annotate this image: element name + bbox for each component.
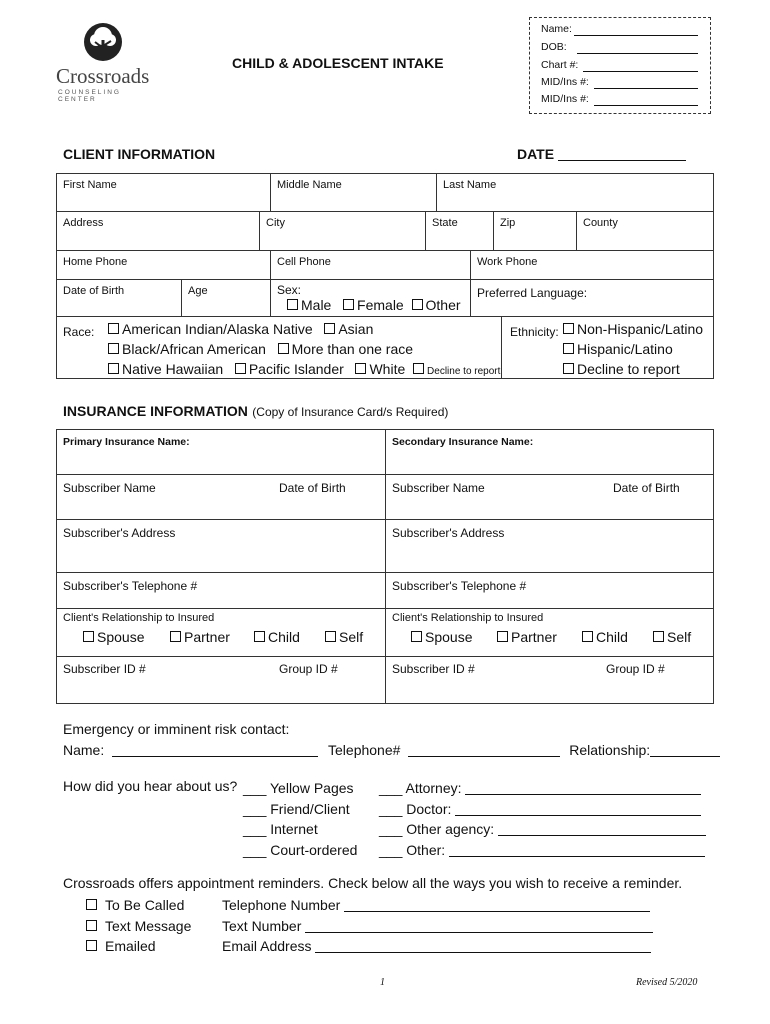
primary-group-id-label: Group ID # bbox=[279, 662, 338, 676]
insurance-table bbox=[56, 429, 714, 704]
secondary-subscriber-address-label: Subscriber's Address bbox=[392, 526, 505, 540]
county-label: County bbox=[583, 217, 618, 229]
logo bbox=[50, 22, 160, 102]
emergency-heading: Emergency or imminent risk contact: bbox=[63, 721, 290, 737]
last-name-field[interactable] bbox=[437, 174, 714, 212]
referral-other-line[interactable] bbox=[449, 856, 705, 857]
secondary-rel-self[interactable]: Self bbox=[653, 629, 691, 645]
primary-subscriber-address-label: Subscriber's Address bbox=[63, 526, 176, 540]
reminder-telephone-label: Telephone Number bbox=[222, 897, 341, 913]
checkbox-icon[interactable] bbox=[411, 631, 422, 642]
cell-phone-label: Cell Phone bbox=[277, 256, 331, 268]
id-mid1-label: MID/Ins #: bbox=[541, 76, 589, 88]
primary-subscriber-id-label: Subscriber ID # bbox=[63, 662, 146, 676]
address-field[interactable] bbox=[57, 212, 260, 251]
id-name-label: Name: bbox=[541, 23, 572, 35]
client-heading: CLIENT INFORMATION bbox=[63, 146, 216, 162]
race-field bbox=[57, 317, 502, 379]
primary-subscriber-address-field[interactable] bbox=[57, 520, 386, 573]
middle-name-field[interactable] bbox=[271, 174, 437, 212]
insurance-heading: INSURANCE INFORMATION bbox=[63, 403, 248, 419]
race-option-asian[interactable]: Asian bbox=[324, 321, 373, 337]
referral-doctor[interactable]: ___ Doctor: bbox=[379, 799, 706, 820]
secondary-subscriber-name-label: Subscriber Name bbox=[392, 481, 485, 495]
race-option-american-indian[interactable]: American Indian/Alaska Native bbox=[108, 321, 313, 337]
secondary-insurance-name-label: Secondary Insurance Name: bbox=[392, 436, 534, 448]
reminders-intro: Crossroads offers appointment reminders. Check below all the ways you wish to receive a reminder. bbox=[63, 875, 683, 891]
id-dob-label: DOB: bbox=[541, 41, 567, 53]
checkbox-icon[interactable] bbox=[324, 323, 335, 334]
sex-label: Sex: bbox=[277, 283, 302, 297]
sex-other-option[interactable]: Other bbox=[412, 297, 461, 313]
reminder-telephone-line[interactable] bbox=[344, 911, 650, 912]
work-phone-label: Work Phone bbox=[477, 256, 538, 268]
secondary-ids-field[interactable] bbox=[386, 657, 714, 704]
primary-subscriber-name-field[interactable] bbox=[57, 475, 386, 520]
checkbox-icon[interactable] bbox=[497, 631, 508, 642]
logo-subtitle: COUNSELING CENTER bbox=[58, 89, 121, 103]
secondary-relationship-label: Client's Relationship to Insured bbox=[392, 612, 544, 624]
id-chart-line[interactable] bbox=[583, 71, 698, 72]
home-phone-field[interactable] bbox=[57, 251, 271, 280]
checkbox-icon[interactable] bbox=[413, 363, 424, 374]
secondary-group-id-label: Group ID # bbox=[606, 662, 665, 676]
zip-label: Zip bbox=[500, 217, 516, 229]
date-line[interactable] bbox=[558, 160, 686, 161]
city-field[interactable] bbox=[260, 212, 426, 251]
first-name-field[interactable] bbox=[57, 174, 271, 212]
id-name-line[interactable] bbox=[574, 35, 698, 36]
emergency-relationship-line[interactable] bbox=[650, 756, 720, 757]
sex-male-option[interactable]: Male bbox=[287, 297, 331, 313]
checkbox-icon[interactable] bbox=[108, 343, 119, 354]
middle-name-label: Middle Name bbox=[277, 179, 342, 191]
id-mid2-label: MID/Ins #: bbox=[541, 93, 589, 105]
checkbox-icon[interactable] bbox=[170, 631, 181, 642]
client-table bbox=[56, 173, 714, 379]
county-field[interactable] bbox=[577, 212, 714, 251]
checkbox-icon[interactable] bbox=[108, 323, 119, 334]
dob-field[interactable] bbox=[57, 280, 182, 317]
reminder-text-option[interactable]: Text Message bbox=[86, 916, 191, 937]
city-label: City bbox=[266, 217, 285, 229]
sex-field bbox=[271, 280, 471, 317]
preferred-language-field[interactable] bbox=[471, 280, 714, 317]
secondary-subscriber-id-label: Subscriber ID # bbox=[392, 662, 475, 676]
emergency-telephone-line[interactable] bbox=[408, 756, 560, 757]
checkbox-icon[interactable] bbox=[563, 323, 574, 334]
checkbox-icon[interactable] bbox=[287, 299, 298, 310]
emergency-name-label: Name: bbox=[63, 742, 105, 758]
ethnicity-option-hispanic[interactable]: Hispanic/Latino bbox=[563, 341, 673, 357]
reminder-text-number-label: Text Number bbox=[222, 917, 302, 934]
checkbox-icon[interactable] bbox=[83, 631, 94, 642]
id-box bbox=[529, 17, 711, 114]
zip-field[interactable] bbox=[494, 212, 577, 251]
race-option-decline[interactable]: Decline to report bbox=[413, 361, 500, 377]
checkbox-icon[interactable] bbox=[563, 343, 574, 354]
primary-ids-field[interactable] bbox=[57, 657, 386, 704]
checkbox-icon[interactable] bbox=[582, 631, 593, 642]
checkbox-icon[interactable] bbox=[235, 363, 246, 374]
referral-yellow-pages[interactable]: ___ Yellow Pages bbox=[243, 780, 354, 796]
reminder-called-option[interactable]: To Be Called bbox=[86, 895, 191, 916]
checkbox-icon[interactable] bbox=[563, 363, 574, 374]
emergency-telephone-label: Telephone# bbox=[328, 742, 401, 758]
referral-question: How did you hear about us? bbox=[63, 778, 238, 794]
referral-friend-client[interactable]: ___ Friend/Client bbox=[243, 800, 350, 817]
secondary-dob-label: Date of Birth bbox=[613, 481, 680, 495]
primary-subscriber-name-label: Subscriber Name bbox=[63, 481, 156, 495]
race-option-multiple[interactable]: More than one race bbox=[278, 341, 413, 357]
referral-attorney[interactable]: ___ Attorney: bbox=[379, 778, 706, 799]
checkbox-icon[interactable] bbox=[343, 299, 354, 310]
primary-insurance-name-label: Primary Insurance Name: bbox=[63, 436, 190, 448]
referral-attorney-line[interactable] bbox=[465, 794, 701, 795]
primary-relationship-field bbox=[57, 609, 386, 657]
secondary-subscriber-phone-label: Subscriber's Telephone # bbox=[392, 579, 527, 593]
ethnicity-label: Ethnicity: bbox=[510, 325, 559, 339]
emergency-name-line[interactable] bbox=[112, 756, 318, 757]
race-label: Race: bbox=[63, 325, 95, 339]
ethnicity-field bbox=[502, 317, 714, 379]
secondary-rel-spouse[interactable]: Spouse bbox=[411, 629, 472, 645]
checkbox-icon[interactable] bbox=[278, 343, 289, 354]
id-dob-line[interactable] bbox=[577, 53, 698, 54]
checkbox-icon[interactable] bbox=[355, 363, 366, 374]
checkbox-icon[interactable] bbox=[86, 940, 97, 951]
address-label: Address bbox=[63, 217, 104, 229]
revised-date: Revised 5/2020 bbox=[636, 977, 698, 988]
form-title: CHILD & ADOLESCENT INTAKE bbox=[232, 55, 444, 71]
id-mid1-line[interactable] bbox=[594, 88, 698, 89]
secondary-subscriber-name-field[interactable] bbox=[386, 475, 714, 520]
insurance-heading-note: (Copy of Insurance Card/s Required) bbox=[252, 405, 449, 419]
age-field[interactable] bbox=[182, 280, 271, 317]
state-label: State bbox=[432, 217, 458, 229]
primary-rel-partner[interactable]: Partner bbox=[170, 629, 230, 645]
primary-relationship-label: Client's Relationship to Insured bbox=[63, 612, 215, 624]
cell-phone-field[interactable] bbox=[271, 251, 471, 280]
primary-subscriber-phone-field[interactable] bbox=[57, 573, 386, 609]
logo-name: Crossroads bbox=[56, 64, 150, 88]
race-option-native-hawaiian[interactable]: Native Hawaiian bbox=[108, 361, 223, 377]
home-phone-label: Home Phone bbox=[63, 256, 128, 268]
reminder-text-number-line[interactable] bbox=[305, 932, 653, 933]
age-label: Age bbox=[188, 285, 208, 297]
primary-insurance-name-field[interactable] bbox=[57, 430, 386, 475]
primary-rel-self[interactable]: Self bbox=[325, 629, 363, 645]
preferred-language-label: Preferred Language: bbox=[477, 286, 588, 300]
work-phone-field[interactable] bbox=[471, 251, 714, 280]
referral-other[interactable]: ___ Other: bbox=[379, 840, 706, 861]
reminder-email-option[interactable]: Emailed bbox=[86, 936, 191, 957]
primary-rel-spouse[interactable]: Spouse bbox=[83, 629, 144, 645]
page-number: 1 bbox=[380, 977, 385, 988]
primary-rel-child[interactable]: Child bbox=[254, 629, 300, 645]
race-option-pacific-islander[interactable]: Pacific Islander bbox=[235, 361, 344, 377]
ethnicity-option-decline[interactable]: Decline to report bbox=[563, 361, 680, 377]
id-chart-label: Chart #: bbox=[541, 59, 579, 71]
ethnicity-option-non-hispanic[interactable]: Non-Hispanic/Latino bbox=[563, 321, 703, 337]
secondary-rel-partner[interactable]: Partner bbox=[497, 629, 557, 645]
checkbox-icon[interactable] bbox=[653, 631, 664, 642]
reminder-email-label: Email Address bbox=[222, 938, 312, 954]
referral-other-agency-line[interactable] bbox=[498, 835, 706, 836]
last-name-label: Last Name bbox=[443, 179, 497, 191]
first-name-label: First Name bbox=[63, 179, 117, 191]
referral-internet[interactable]: ___ Internet bbox=[243, 821, 318, 837]
referral-doctor-line[interactable] bbox=[455, 815, 701, 816]
secondary-insurance-name-field[interactable] bbox=[386, 430, 714, 475]
emergency-relationship-label: Relationship: bbox=[569, 742, 651, 758]
race-option-black[interactable]: Black/African American bbox=[108, 341, 266, 357]
checkbox-icon[interactable] bbox=[86, 899, 97, 910]
primary-subscriber-phone-label: Subscriber's Telephone # bbox=[63, 579, 198, 593]
id-mid2-line[interactable] bbox=[594, 105, 698, 106]
referral-other-agency[interactable]: ___ Other agency: bbox=[379, 819, 706, 840]
date-label: DATE bbox=[517, 146, 555, 162]
referral-court-ordered[interactable]: ___ Court-ordered bbox=[243, 841, 358, 858]
secondary-subscriber-phone-field[interactable] bbox=[386, 573, 714, 609]
sex-female-option[interactable]: Female bbox=[343, 297, 404, 313]
checkbox-icon[interactable] bbox=[325, 631, 336, 642]
checkbox-icon[interactable] bbox=[412, 299, 423, 310]
checkbox-icon[interactable] bbox=[108, 363, 119, 374]
state-field[interactable] bbox=[426, 212, 494, 251]
tree-icon bbox=[83, 22, 123, 62]
reminder-email-line[interactable] bbox=[315, 952, 651, 953]
race-option-white[interactable]: White bbox=[355, 361, 405, 377]
dob-label: Date of Birth bbox=[63, 285, 125, 297]
secondary-subscriber-address-field[interactable] bbox=[386, 520, 714, 573]
secondary-relationship-field bbox=[386, 609, 714, 657]
checkbox-icon[interactable] bbox=[86, 920, 97, 931]
checkbox-icon[interactable] bbox=[254, 631, 265, 642]
primary-dob-label: Date of Birth bbox=[279, 481, 346, 495]
secondary-rel-child[interactable]: Child bbox=[582, 629, 628, 645]
